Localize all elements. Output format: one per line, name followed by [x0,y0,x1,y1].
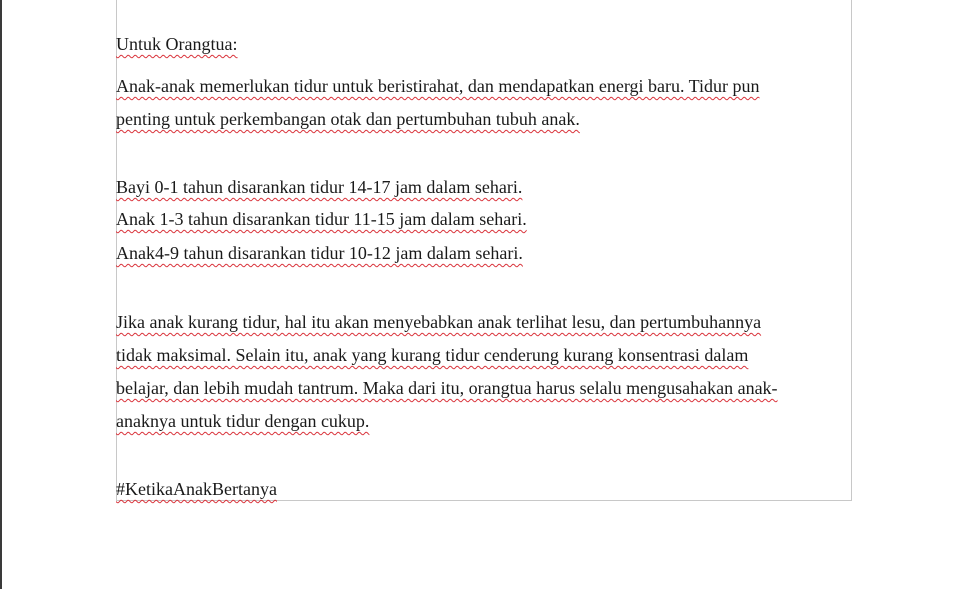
hashtag: #KetikaAnakBertanya [116,479,277,499]
consequence-line-1: Jika anak kurang tidur, hal itu akan menyebabkan anak terlihat lesu, dan pertumbuhannya [116,312,762,332]
guideline-child: Anak4-9 tahun disarankan tidur 10-12 jam dalam sehari. [116,243,523,263]
consequence-line-2: tidak maksimal. Selain itu, anak yang kurang tidur cenderung kurang konsentrasi dalam [116,345,749,365]
greeting-line: Untuk Orangtua: [116,34,238,54]
window-left-border [0,0,2,589]
consequence-line-3: belajar, dan lebih mudah tantrum. Maka dari itu, orangtua harus selalu mengusahakan anak- [116,378,778,398]
guideline-infant: Bayi 0-1 tahun disarankan tidur 14-17 jam dalam sehari. [116,177,523,197]
guideline-toddler: Anak 1-3 tahun disarankan tidur 11-15 jam dalam sehari. [116,209,527,229]
intro-line-2: penting untuk perkembangan otak dan pertumbuhan tubuh anak. [116,109,580,129]
intro-line-1: Anak-anak memerlukan tidur untuk beristirahat, dan mendapatkan energi baru. Tidur pun [116,76,760,96]
consequence-line-4: anaknya untuk tidur dengan cukup. [116,411,370,431]
